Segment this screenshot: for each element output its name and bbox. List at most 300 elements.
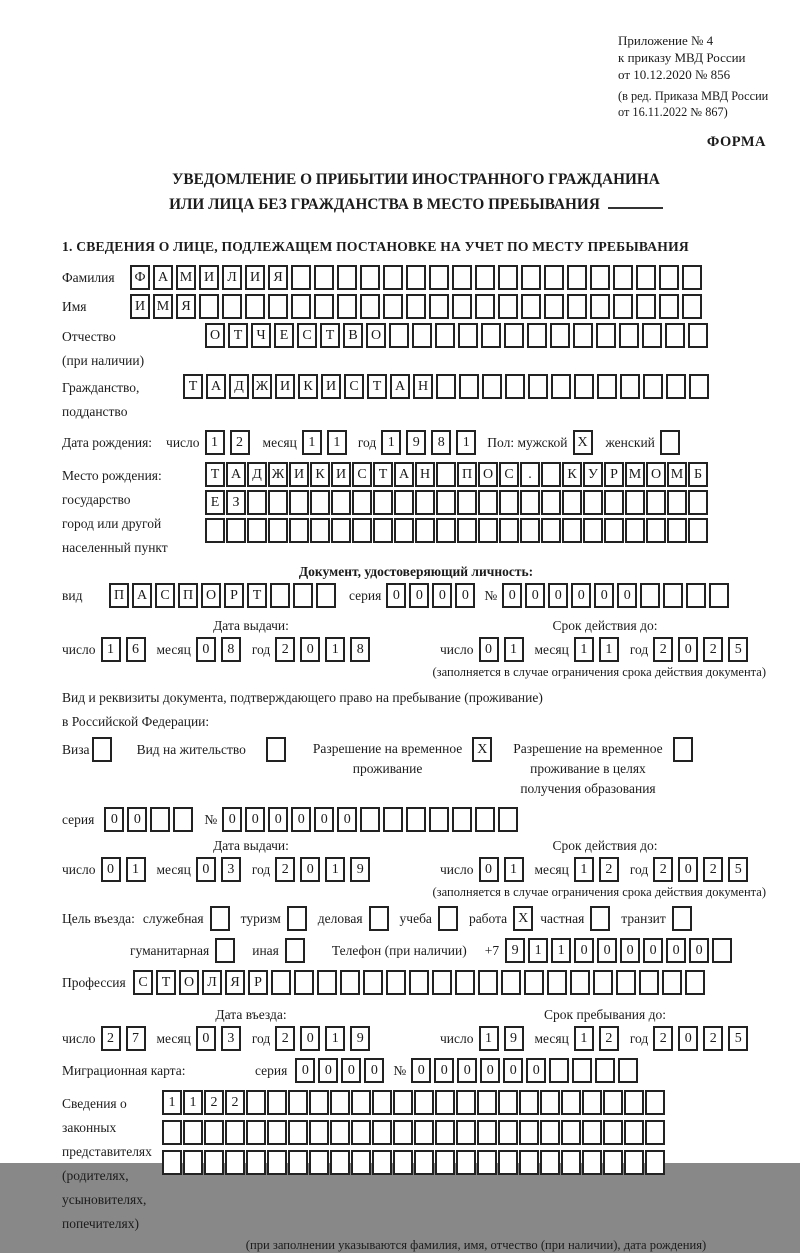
- char-cell: Т: [205, 462, 225, 487]
- char-cell: [712, 938, 732, 963]
- char-cell: [291, 294, 311, 319]
- char-cell: 0: [341, 1058, 361, 1083]
- char-cell: И: [331, 462, 351, 487]
- char-cell: 2: [230, 430, 250, 455]
- char-cell: [541, 462, 561, 487]
- char-cell: [459, 374, 479, 399]
- char-cell: 1: [551, 938, 571, 963]
- char-cell: 5: [728, 637, 748, 662]
- char-cell: 1: [504, 637, 524, 662]
- char-cell: [436, 374, 456, 399]
- purpose-commercial-checkbox: [369, 906, 392, 931]
- char-cell: [436, 490, 456, 515]
- day-label: число: [62, 1031, 96, 1046]
- year-label: год: [251, 862, 271, 877]
- phone-prefix: +7: [484, 943, 500, 958]
- birthplace-cells-row-1: [205, 462, 709, 487]
- char-cell: С: [297, 323, 317, 348]
- purpose-transit-label: транзит: [621, 911, 666, 926]
- char-cell: [183, 1120, 203, 1145]
- reps-cells-row-1: [162, 1090, 666, 1115]
- year-label: год: [357, 435, 377, 450]
- char-cell: [351, 1090, 371, 1115]
- char-cell: 0: [337, 807, 357, 832]
- year-label: год: [629, 1031, 649, 1046]
- char-cell: [583, 490, 603, 515]
- char-cell: Д: [247, 462, 267, 487]
- temp-permit-option: [313, 737, 495, 779]
- char-cell: [337, 265, 357, 290]
- birthplace-cells-row-3: [205, 518, 709, 543]
- entry-month-cells: [196, 1026, 246, 1051]
- birth-year-cells: [381, 430, 481, 455]
- month-label: месяц: [534, 1031, 569, 1046]
- char-cell: 9: [350, 857, 370, 882]
- expiry-year-cells: [653, 637, 753, 662]
- char-cell: 0: [502, 583, 522, 608]
- char-cell: [567, 265, 587, 290]
- char-cell: 8: [431, 430, 451, 455]
- char-cell: [271, 970, 291, 995]
- char-cell: [285, 938, 305, 963]
- doc-series-cells: [386, 583, 478, 608]
- char-cell: С: [155, 583, 175, 608]
- purpose-study-checkbox: [438, 906, 461, 931]
- char-cell: 0: [364, 1058, 384, 1083]
- char-cell: [478, 970, 498, 995]
- expiry-date-title: Срок действия до:: [552, 618, 658, 633]
- expiry-note: (заполняется в случае ограничения срока действия документа): [432, 665, 766, 679]
- char-cell: 8: [350, 637, 370, 662]
- char-cell: 1: [325, 637, 345, 662]
- char-cell: [551, 374, 571, 399]
- char-cell: [625, 490, 645, 515]
- appendix-line: Приложение № 4: [618, 33, 714, 48]
- reps-label-4: (родителях,: [62, 1168, 129, 1183]
- char-cell: 0: [678, 857, 698, 882]
- char-cell: [173, 807, 193, 832]
- char-cell: [294, 970, 314, 995]
- char-cell: [363, 970, 383, 995]
- residence-number-cells: [222, 807, 521, 832]
- char-cell: [519, 1090, 539, 1115]
- char-cell: [541, 518, 561, 543]
- char-cell: [412, 323, 432, 348]
- citizenship-cells: [183, 374, 712, 399]
- char-cell: 0: [594, 583, 614, 608]
- char-cell: 0: [689, 938, 709, 963]
- char-cell: [583, 518, 603, 543]
- char-cell: 1: [183, 1090, 203, 1115]
- char-cell: [457, 518, 477, 543]
- char-cell: Р: [224, 583, 244, 608]
- char-cell: 1: [205, 430, 225, 455]
- purpose-tourism-checkbox: [287, 906, 310, 931]
- char-cell: [478, 518, 498, 543]
- char-cell: 0: [678, 1026, 698, 1051]
- char-cell: [498, 265, 518, 290]
- char-cell: [603, 1120, 623, 1145]
- residence-permit-label: Вид на жительство: [136, 742, 246, 757]
- char-cell: [225, 1120, 245, 1145]
- char-cell: [414, 1090, 434, 1115]
- birthplace-label-4: населенный пункт: [62, 540, 168, 555]
- char-cell: 0: [300, 637, 320, 662]
- birth-day-cells: [205, 430, 255, 455]
- char-cell: 2: [653, 1026, 673, 1051]
- char-cell: К: [562, 462, 582, 487]
- issue-date-group: [62, 857, 440, 883]
- char-cell: 1: [528, 938, 548, 963]
- profession-cells: [133, 970, 708, 995]
- edu-permit-option: [513, 737, 695, 799]
- char-cell: 5: [728, 857, 748, 882]
- visa-option: [62, 737, 115, 763]
- temp-permit-label-2: проживание: [352, 761, 423, 776]
- char-cell: 0: [101, 857, 121, 882]
- char-cell: [593, 970, 613, 995]
- char-cell: [624, 1150, 644, 1175]
- char-cell: [498, 1150, 518, 1175]
- char-cell: [246, 1120, 266, 1145]
- issue-date-title: Дата выдачи:: [213, 838, 289, 853]
- char-cell: 2: [653, 857, 673, 882]
- doc-kind-label: вид: [62, 588, 83, 603]
- residence-doc-intro-1: Вид и реквизиты документа, подтверждающего право на пребывание (проживание): [62, 690, 543, 705]
- entry-year-cells: [275, 1026, 375, 1051]
- char-cell: 1: [162, 1090, 182, 1115]
- birthdate-row: [62, 430, 770, 456]
- char-cell: X: [513, 906, 533, 931]
- char-cell: [540, 1150, 560, 1175]
- char-cell: [386, 970, 406, 995]
- char-cell: [527, 323, 547, 348]
- issue-year-cells: [275, 637, 375, 662]
- char-cell: [604, 490, 624, 515]
- edu-permit-label-1: Разрешение на временное: [513, 741, 663, 756]
- purpose-business-label: служебная: [142, 911, 204, 926]
- char-cell: [567, 294, 587, 319]
- char-cell: [498, 807, 518, 832]
- char-cell: [688, 518, 708, 543]
- residence-doc-series-row: [62, 807, 770, 833]
- char-cell: 0: [222, 807, 242, 832]
- month-label: месяц: [156, 862, 191, 877]
- char-cell: [478, 490, 498, 515]
- char-cell: [288, 1150, 308, 1175]
- purpose-other-checkbox: [285, 938, 308, 963]
- char-cell: Я: [176, 294, 196, 319]
- day-label: число: [440, 642, 474, 657]
- section-1-heading: 1. СВЕДЕНИЯ О ЛИЦЕ, ПОДЛЕЖАЩЕМ ПОСТАНОВКЕ НА УЧЕТ ПО МЕСТУ ПРЕБЫВАНИЯ: [62, 239, 689, 254]
- char-cell: .: [520, 462, 540, 487]
- expiry-month-cells: [574, 857, 624, 882]
- patronymic-label: Отчество: [62, 329, 116, 344]
- char-cell: [310, 490, 330, 515]
- char-cell: [429, 265, 449, 290]
- char-cell: [414, 1150, 434, 1175]
- char-cell: [505, 374, 525, 399]
- sex-female-label: женский: [605, 435, 655, 450]
- entry-stay-dates: [62, 1006, 770, 1052]
- char-cell: 1: [479, 1026, 499, 1051]
- char-cell: 1: [302, 430, 322, 455]
- char-cell: [291, 265, 311, 290]
- char-cell: [406, 807, 426, 832]
- expiry-note: (заполняется в случае ограничения срока действия документа): [432, 885, 766, 899]
- month-label: месяц: [534, 862, 569, 877]
- char-cell: [519, 1120, 539, 1145]
- char-cell: [582, 1090, 602, 1115]
- char-cell: [383, 294, 403, 319]
- edu-permit-label-3: получения образования: [520, 781, 656, 796]
- char-cell: Я: [268, 265, 288, 290]
- char-cell: [477, 1120, 497, 1145]
- char-cell: [215, 938, 235, 963]
- char-cell: А: [206, 374, 226, 399]
- stay-year-cells: [653, 1026, 753, 1051]
- purpose-private-label: частная: [540, 911, 585, 926]
- char-cell: [337, 294, 357, 319]
- char-cell: [456, 1150, 476, 1175]
- reps-label-1: Сведения о: [62, 1096, 127, 1111]
- char-cell: [458, 323, 478, 348]
- char-cell: [572, 1058, 592, 1083]
- char-cell: [409, 970, 429, 995]
- char-cell: [475, 294, 495, 319]
- sex-label: Пол: мужской: [487, 435, 568, 450]
- sex-male-checkbox: [573, 430, 596, 455]
- char-cell: [659, 265, 679, 290]
- char-cell: А: [394, 462, 414, 487]
- char-cell: 0: [526, 1058, 546, 1083]
- char-cell: [499, 490, 519, 515]
- char-cell: 0: [620, 938, 640, 963]
- char-cell: [415, 490, 435, 515]
- char-cell: [373, 518, 393, 543]
- char-cell: 0: [300, 857, 320, 882]
- char-cell: [636, 265, 656, 290]
- char-cell: [624, 1120, 644, 1145]
- char-cell: [268, 294, 288, 319]
- representatives-note: (при заполнении указываются фамилия, имя, отчество (при наличии), дата рождения): [245, 1238, 707, 1252]
- char-cell: [406, 294, 426, 319]
- char-cell: [682, 265, 702, 290]
- char-cell: 2: [204, 1090, 224, 1115]
- char-cell: О: [646, 462, 666, 487]
- char-cell: [360, 265, 380, 290]
- char-cell: 1: [126, 857, 146, 882]
- visit-purpose-label: Цель въезда:: [62, 911, 135, 926]
- firstname-row: [62, 294, 770, 320]
- char-cell: И: [130, 294, 150, 319]
- residence-doc-intro-2: в Российской Федерации:: [62, 714, 210, 729]
- char-cell: 0: [457, 1058, 477, 1083]
- char-cell: [686, 583, 706, 608]
- char-cell: [287, 906, 307, 931]
- char-cell: [561, 1120, 581, 1145]
- char-cell: 0: [678, 637, 698, 662]
- char-cell: [646, 490, 666, 515]
- char-cell: [340, 970, 360, 995]
- char-cell: [528, 374, 548, 399]
- char-cell: С: [352, 462, 372, 487]
- purpose-transit-checkbox: [672, 906, 695, 931]
- visa-label: Виза: [62, 742, 90, 757]
- char-cell: [331, 490, 351, 515]
- char-cell: [205, 518, 225, 543]
- amendment-line-1: (в ред. Приказа МВД России: [618, 89, 769, 103]
- stay-until-title: Срок пребывания до:: [544, 1007, 666, 1022]
- char-cell: [429, 294, 449, 319]
- doc-number-label: №: [484, 588, 498, 603]
- char-cell: [643, 374, 663, 399]
- firstname-label: Имя: [62, 299, 87, 314]
- char-cell: [685, 970, 705, 995]
- char-cell: [372, 1150, 392, 1175]
- char-cell: 0: [196, 637, 216, 662]
- char-cell: 0: [434, 1058, 454, 1083]
- char-cell: О: [179, 970, 199, 995]
- char-cell: [309, 1150, 329, 1175]
- sex-female-checkbox: [660, 430, 683, 455]
- char-cell: [475, 807, 495, 832]
- order-line: к приказу МВД России: [618, 50, 746, 65]
- char-cell: [520, 518, 540, 543]
- migration-card-row: [62, 1058, 770, 1084]
- char-cell: [613, 265, 633, 290]
- char-cell: [456, 1120, 476, 1145]
- char-cell: [550, 323, 570, 348]
- char-cell: [640, 583, 660, 608]
- migration-series-cells: [295, 1058, 387, 1083]
- char-cell: 0: [196, 1026, 216, 1051]
- surname-label: Фамилия: [62, 270, 115, 285]
- stay-until-group: [440, 1026, 770, 1052]
- char-cell: [590, 265, 610, 290]
- char-cell: 2: [275, 637, 295, 662]
- char-cell: 0: [666, 938, 686, 963]
- char-cell: [352, 518, 372, 543]
- birthplace-cells-row-2: [205, 490, 709, 515]
- stay-day-cells: [479, 1026, 529, 1051]
- char-cell: [456, 1090, 476, 1115]
- char-cell: [372, 1090, 392, 1115]
- char-cell: 0: [480, 1058, 500, 1083]
- char-cell: 1: [574, 857, 594, 882]
- identity-doc-row: [62, 583, 770, 609]
- issue-date-title: Дата выдачи:: [213, 618, 289, 633]
- char-cell: 2: [599, 1026, 619, 1051]
- char-cell: [519, 1150, 539, 1175]
- representatives-block: [62, 1090, 770, 1234]
- day-label: число: [166, 435, 200, 450]
- char-cell: [667, 490, 687, 515]
- char-cell: [659, 294, 679, 319]
- char-cell: М: [625, 462, 645, 487]
- surname-row: [62, 265, 770, 291]
- doc-series-label: серия: [349, 588, 382, 603]
- char-cell: [309, 1120, 329, 1145]
- char-cell: [415, 518, 435, 543]
- char-cell: И: [245, 265, 265, 290]
- char-cell: [482, 374, 502, 399]
- reps-cells-row-2: [162, 1120, 666, 1145]
- char-cell: [225, 1150, 245, 1175]
- char-cell: [210, 906, 230, 931]
- phone-cells: [505, 938, 735, 963]
- month-label: месяц: [262, 435, 297, 450]
- char-cell: 0: [295, 1058, 315, 1083]
- char-cell: [639, 970, 659, 995]
- char-cell: 2: [653, 637, 673, 662]
- birth-month-cells: [302, 430, 352, 455]
- char-cell: [645, 1120, 665, 1145]
- expiry-date-group: [440, 637, 770, 663]
- char-cell: [369, 906, 389, 931]
- char-cell: [435, 323, 455, 348]
- char-cell: О: [478, 462, 498, 487]
- purpose-work-label: работа: [468, 911, 508, 926]
- char-cell: [360, 807, 380, 832]
- char-cell: [268, 490, 288, 515]
- day-label: число: [62, 862, 96, 877]
- issue-date-group: [62, 637, 440, 663]
- purpose-humanitarian-label: гуманитарная: [130, 943, 210, 958]
- char-cell: [499, 518, 519, 543]
- char-cell: 0: [245, 807, 265, 832]
- char-cell: 1: [574, 1026, 594, 1051]
- char-cell: [222, 294, 242, 319]
- char-cell: [247, 518, 267, 543]
- reps-label-2: законных: [62, 1120, 117, 1135]
- char-cell: 9: [504, 1026, 524, 1051]
- reps-label-5: усыновителях,: [62, 1192, 147, 1207]
- char-cell: 1: [101, 637, 121, 662]
- char-cell: Я: [225, 970, 245, 995]
- char-cell: 0: [411, 1058, 431, 1083]
- issue-year-cells: [275, 857, 375, 882]
- char-cell: П: [178, 583, 198, 608]
- char-cell: Л: [222, 265, 242, 290]
- char-cell: 7: [126, 1026, 146, 1051]
- surname-cells: [130, 265, 705, 290]
- title-blank-line: [608, 206, 663, 209]
- char-cell: О: [366, 323, 386, 348]
- char-cell: [452, 294, 472, 319]
- char-cell: 0: [597, 938, 617, 963]
- char-cell: 5: [728, 1026, 748, 1051]
- char-cell: А: [226, 462, 246, 487]
- char-cell: 1: [574, 637, 594, 662]
- amendment-line-2: от 16.11.2022 № 867): [618, 105, 728, 119]
- char-cell: [595, 1058, 615, 1083]
- char-cell: [477, 1150, 497, 1175]
- series-label: серия: [62, 812, 95, 827]
- purpose-business-checkbox: [210, 906, 233, 931]
- char-cell: [673, 737, 693, 762]
- char-cell: [501, 970, 521, 995]
- residence-series-cells: [104, 807, 196, 832]
- char-cell: [204, 1150, 224, 1175]
- char-cell: М: [667, 462, 687, 487]
- birthplace-block: [62, 462, 770, 558]
- purpose-other-label: иная: [252, 943, 279, 958]
- char-cell: [267, 1150, 287, 1175]
- day-label: число: [440, 1031, 474, 1046]
- char-cell: [406, 265, 426, 290]
- char-cell: И: [321, 374, 341, 399]
